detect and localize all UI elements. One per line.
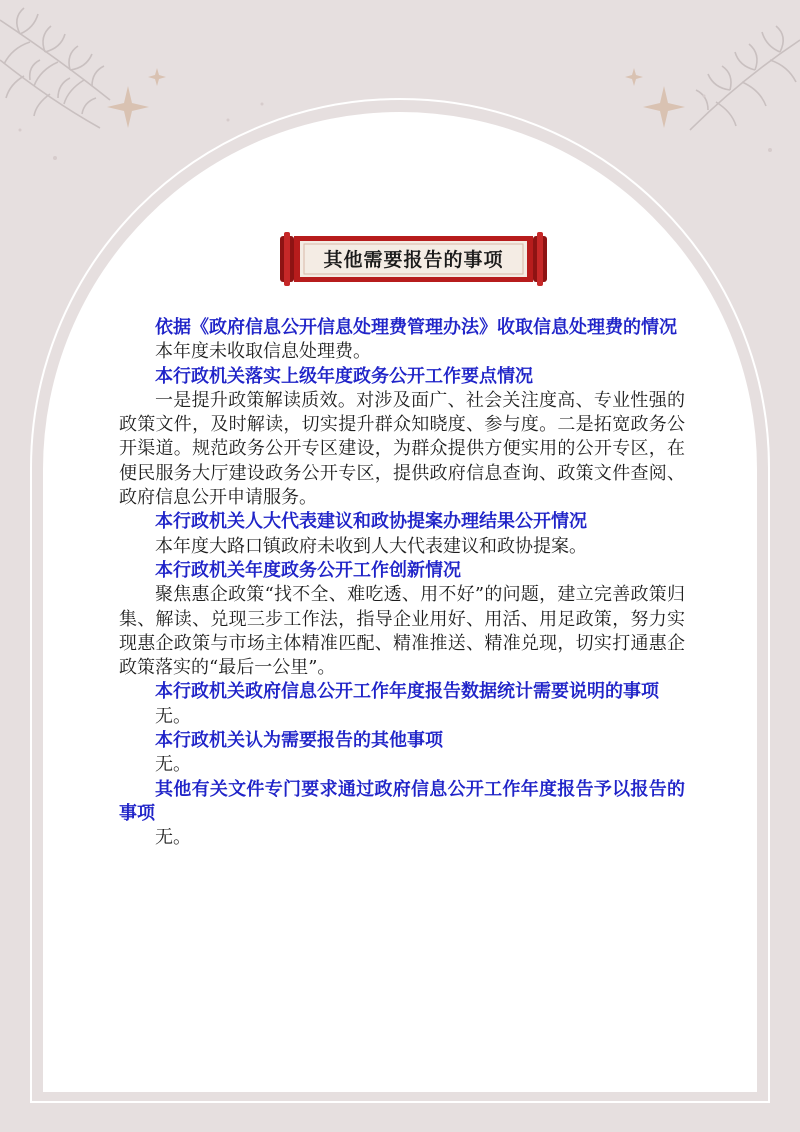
leaf-branch-icon (690, 26, 800, 130)
heading-other-matters: 本行政机关认为需要报告的其他事项 (155, 730, 443, 752)
body-document-requirements: 无。 (155, 827, 191, 849)
sparkle-star-icon (107, 68, 685, 128)
heading-processing-fee: 依据《政府信息公开信息处理费管理办法》收取信息处理费的情况 (155, 317, 677, 338)
heading-statistics-notes: 本行政机关政府信息公开工作年度报告数据统计需要说明的事项 (155, 681, 659, 703)
heading-proposals: 本行政机关人大代表建议和政协提案办理结果公开情况 (155, 511, 587, 533)
body-statistics-notes: 无。 (155, 705, 191, 727)
body-annual-work-points: 一是提升政策解读质效。对涉及面广、社会关注度高、专业性强的政策文件，及时解读，切实提升群众知晓度、参与度。二是拓宽政务公开渠道。规范政务公开专区建设，为群众提供方便实用的公开专区，在便民服务大厅建设政务公开专区，提供政府信息查询、政策文件查阅、政府信息公开申请服务。 (119, 389, 685, 509)
section-title: 其他需要报告的事项 (323, 249, 504, 271)
heading-innovation: 本行政机关年度政务公开工作创新情况 (155, 559, 461, 581)
body-innovation: 聚焦惠企政策“找不全、难吃透、用不好”的问题，建立完善政策归集、解读、兑现三步工作法，指导企业用好、用活、用足政策，努力实现惠企政策与市场主体精准匹配、精准推送、精准兑现，切实打通惠企政策落实的“最后一公里”。 (119, 584, 685, 679)
heading-annual-work-points: 本行政机关落实上级年度政务公开工作要点情况 (155, 365, 533, 387)
section-title-banner (280, 232, 547, 286)
heading-document-requirements: 其他有关文件专门要求通过政府信息公开工作年度报告予以报告的事项 (119, 778, 685, 824)
report-content (119, 316, 685, 851)
body-other-matters: 无。 (155, 754, 191, 776)
leaf-branch-icon (0, 60, 100, 128)
body-processing-fee: 本年度未收取信息处理费。 (155, 341, 371, 363)
body-proposals: 本年度大路口镇政府未收到人大代表建议和政协提案。 (155, 535, 587, 557)
decoration-layer (0, 0, 800, 200)
leaf-branch-icon (0, 8, 110, 104)
